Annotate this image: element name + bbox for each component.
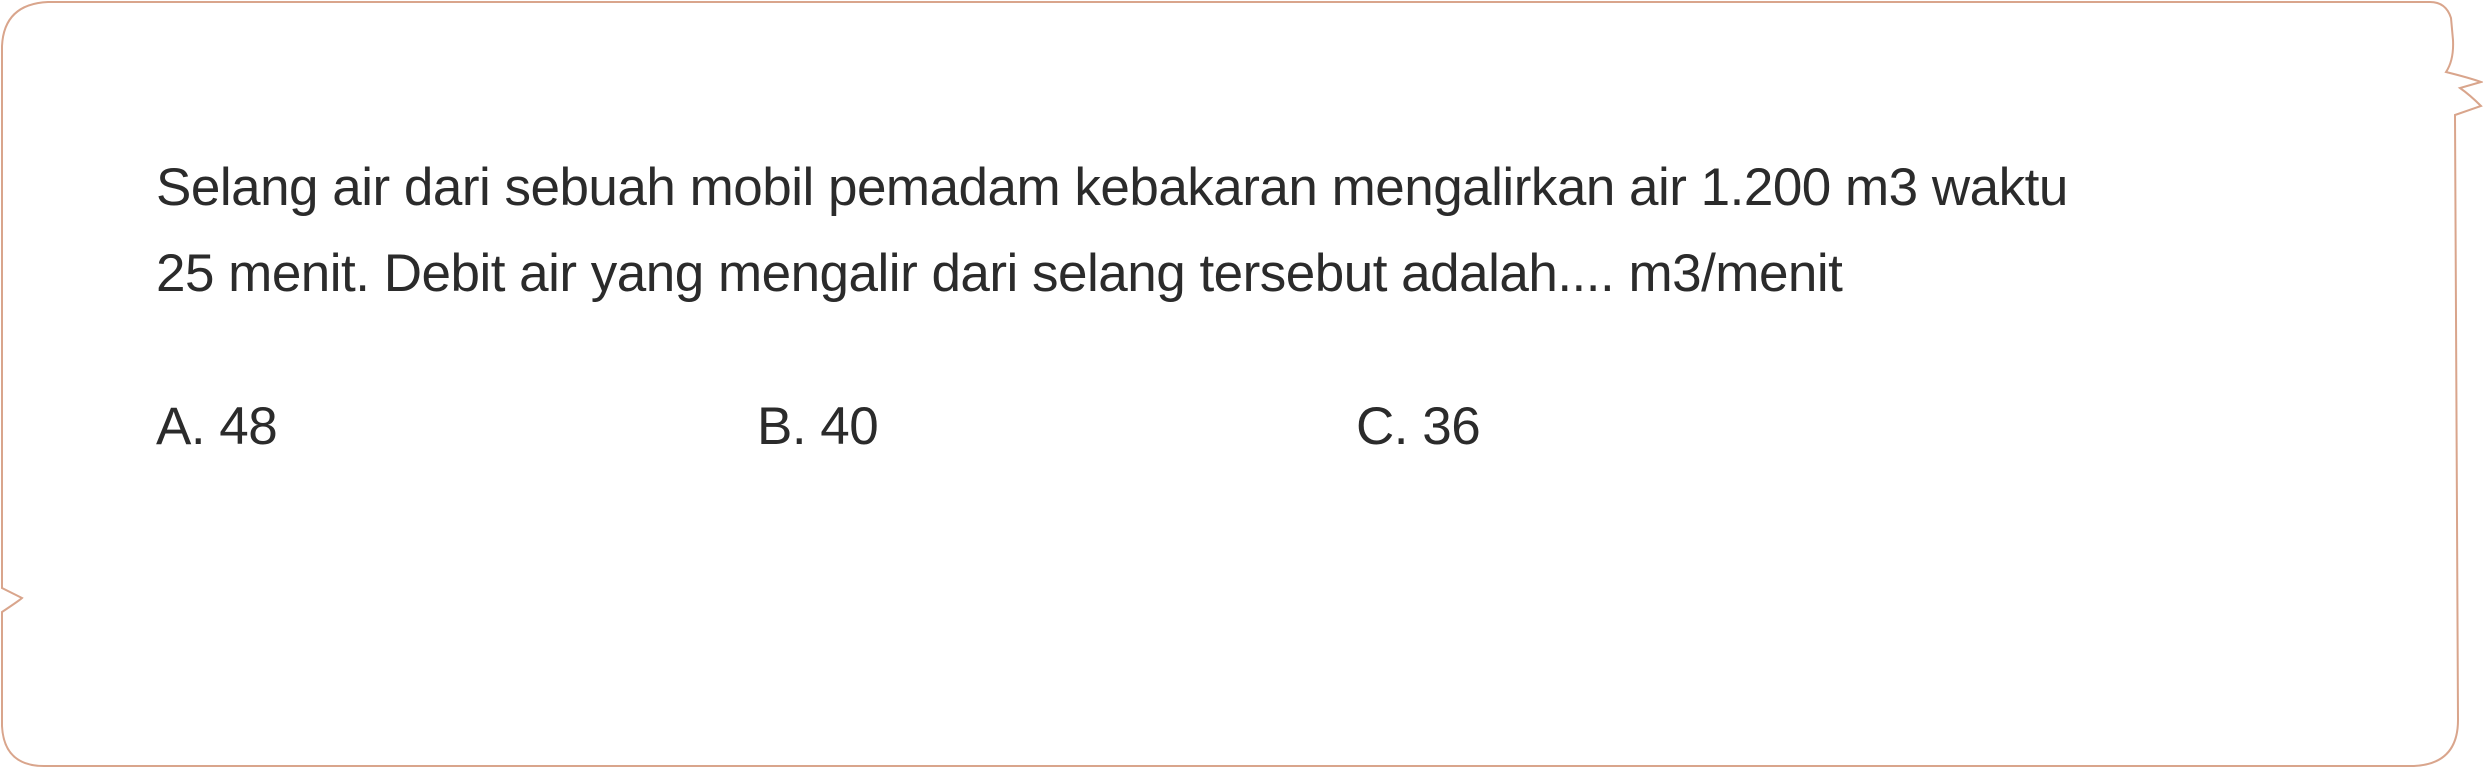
question-line-2: 25 menit. Debit air yang mengalir dari selang tersebut adalah.... m3/menit bbox=[156, 244, 1843, 303]
option-a[interactable]: A. 48 bbox=[156, 397, 278, 456]
card-border bbox=[2, 2, 2481, 766]
option-c[interactable]: C. 36 bbox=[1356, 397, 1481, 456]
question-text bbox=[156, 145, 2416, 317]
question-line-1: Selang air dari sebuah mobil pemadam kebakaran mengalirkan air 1.200 m3 waktu bbox=[156, 158, 2068, 217]
option-b[interactable]: B. 40 bbox=[757, 397, 879, 456]
